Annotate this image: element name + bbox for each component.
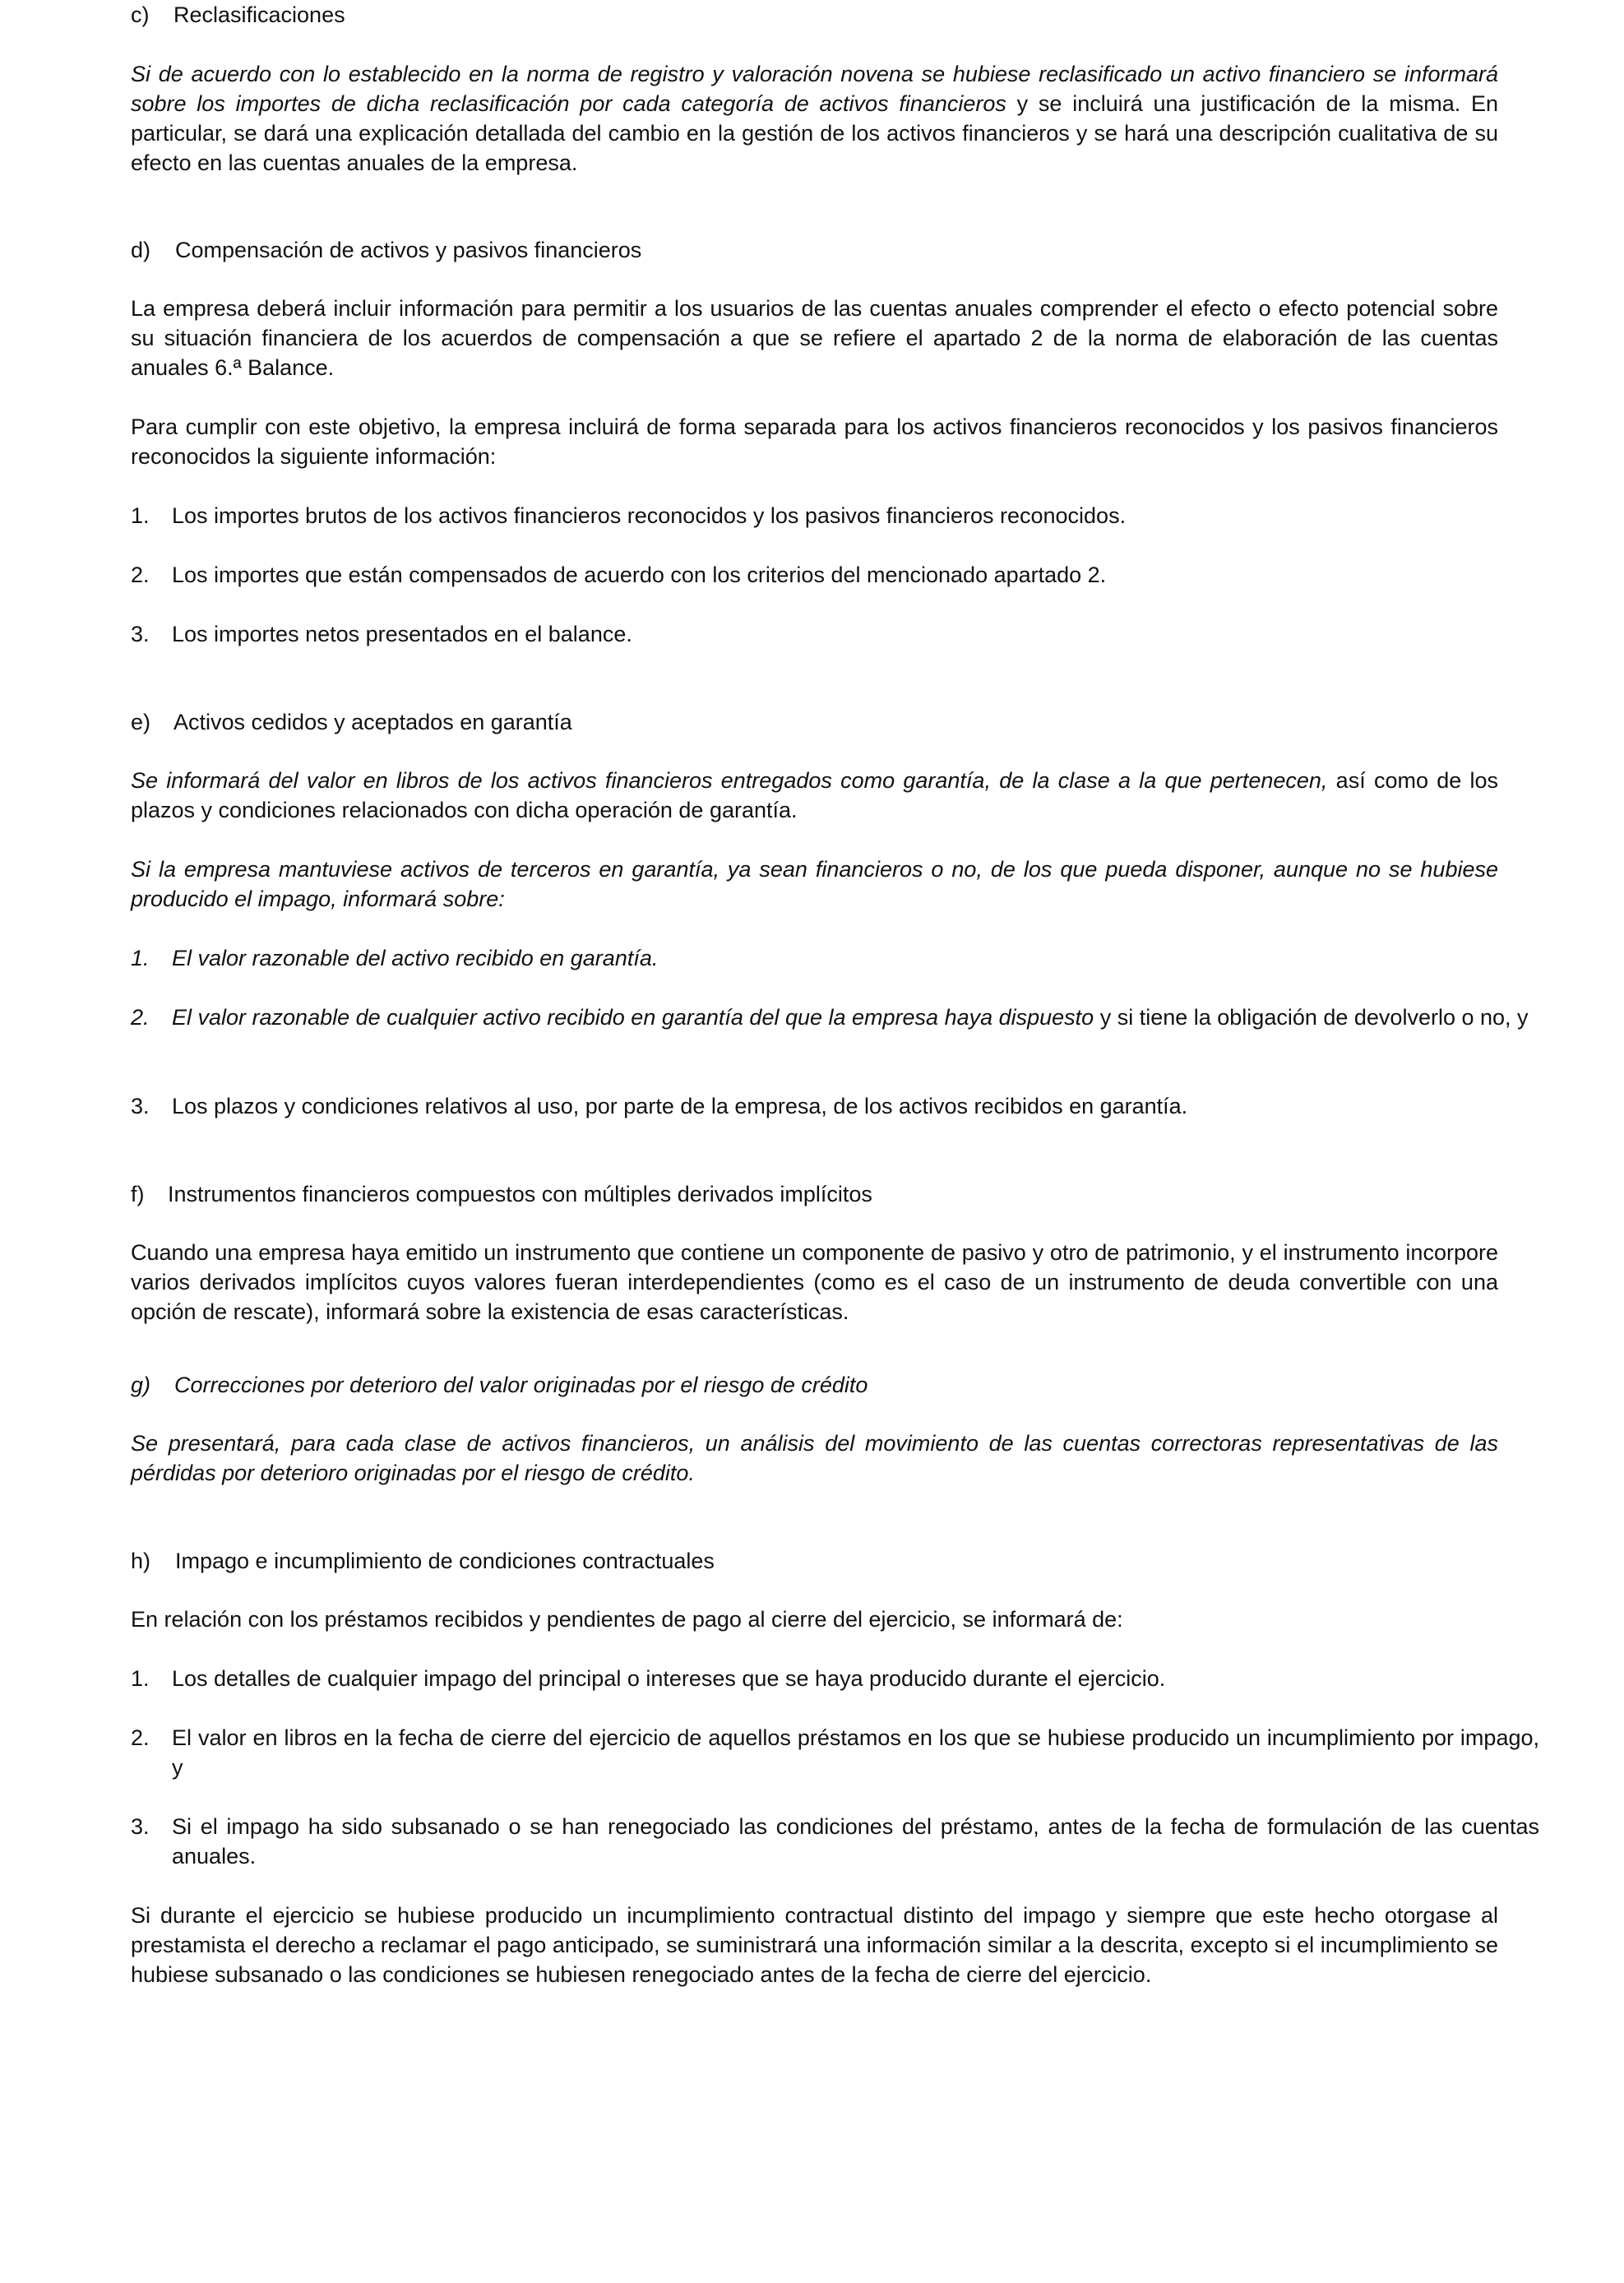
section-e-list-item	[131, 943, 1539, 973]
section-g-paragraph-1: Se presentará, para cada clase de activos financieros, un análisis del movimiento de las cuentas correctoras representativas de las pérdidas por deterioro originadas por el riesgo de crédito.	[131, 1431, 1498, 1485]
list-text: Si el impago ha sido subsanado o se han renegociado las condiciones del préstamo, antes de la fecha de formulación de las cuentas anuales.	[172, 1814, 1539, 1869]
section-e-paragraph-1	[131, 766, 1498, 825]
list-text: Los importes netos presentados en el balance.	[172, 622, 632, 646]
section-e-paragraph-2: Si la empresa mantuviese activos de terceros en garantía, ya sean financieros o no, de los que pueda disponer, aunque no se hubiese producido el impago, informará sobre:	[131, 857, 1498, 911]
section-d-list-item	[131, 501, 1539, 530]
section-h-paragraph-1: En relación con los préstamos recibidos y pendientes de pago al cierre del ejercicio, se informará de:	[131, 1607, 1123, 1632]
list-text-italic: El valor razonable del activo recibido en garantía.	[172, 946, 659, 970]
section-g-letter: g)	[131, 1373, 151, 1397]
section-g-title: Correcciones por deterioro del valor originadas por el riesgo de crédito	[174, 1373, 868, 1397]
section-e-p1-italic: Se informará del valor en libros de los activos financieros entregados como garantía, de la clase a la que pertenecen,	[131, 768, 1328, 793]
list-number: 1.	[131, 503, 150, 528]
section-c-paragraph-1	[131, 59, 1498, 178]
list-text: y si tiene la obligación de devolverlo o no, y	[1094, 1005, 1529, 1030]
section-f-heading	[131, 1179, 1498, 1209]
section-d-heading	[131, 235, 1498, 265]
section-d-paragraph-1: La empresa deberá incluir información para permitir a los usuarios de las cuentas anuales comprender el efecto o efecto potencial sobre su situación financiera de los acuerdos de compensación a que se refiere el apartado 2 de la norma de elaboración de las cuentas anuales 6.ª Balance.	[131, 296, 1498, 380]
list-number: 3.	[131, 1094, 150, 1118]
list-text: Los plazos y condiciones relativos al uso, por parte de la empresa, de los activos recibidos en garantía.	[172, 1094, 1188, 1118]
list-text: Los importes que están compensados de acuerdo con los criterios del mencionado apartado 2.	[172, 563, 1107, 587]
section-e-list-item	[131, 1091, 1539, 1121]
section-e-title: Activos cedidos y aceptados en garantía	[174, 710, 572, 734]
section-c-p1-italic: Si de acuerdo con lo establecido en la norma de registro y valoración novena se hubiese reclasificado un activo financiero se informará sobre los importes de dicha reclasificación por cada categoría de activos financieros	[131, 62, 1498, 116]
list-text: El valor en libros en la fecha de cierre del ejercicio de aquellos préstamos en los que se hubiese producido un incumplimiento por impago, y	[172, 1725, 1539, 1780]
section-c-letter: c)	[131, 2, 150, 27]
section-f-paragraph-1: Cuando una empresa haya emitido un instrumento que contiene un componente de pasivo y otro de patrimonio, y el instrumento incorpore varios derivados implícitos cuyos valores fueran interdependientes (como es el caso de un instrumento de deuda convertible con una opción de rescate), informará sobre la existencia de esas características.	[131, 1240, 1498, 1324]
section-h-list-item	[131, 1664, 1539, 1693]
section-h-list-item	[131, 1723, 1539, 1782]
section-g-heading	[131, 1370, 1498, 1400]
section-e-heading	[131, 707, 1498, 737]
list-text-italic: El valor razonable de cualquier activo recibido en garantía del que la empresa haya dispuesto	[172, 1005, 1094, 1030]
section-c-title: Reclasificaciones	[174, 2, 345, 27]
list-text: Los detalles de cualquier impago del principal o intereses que se haya producido durante el ejercicio.	[172, 1666, 1166, 1691]
section-d-letter: d)	[131, 238, 151, 262]
list-number: 3.	[131, 1814, 150, 1839]
section-h-list-item	[131, 1812, 1539, 1871]
section-h-heading	[131, 1546, 1498, 1576]
list-number: 2.	[131, 1005, 150, 1030]
section-d-paragraph-2: Para cumplir con este objetivo, la empresa incluirá de forma separada para los activos financieros reconocidos y los pasivos financieros reconocidos la siguiente información:	[131, 414, 1498, 469]
section-d-list-item	[131, 560, 1539, 590]
list-number: 1.	[131, 946, 150, 970]
list-number: 1.	[131, 1666, 150, 1691]
section-d-title: Compensación de activos y pasivos financieros	[175, 238, 642, 262]
section-c-heading	[131, 0, 1498, 30]
list-number: 3.	[131, 622, 150, 646]
section-e-letter: e)	[131, 710, 151, 734]
list-number: 2.	[131, 563, 150, 587]
section-c-p1-rest: y se incluirá una justificación de la misma. En particular, se dará una explicación detallada del cambio en la gestión de los activos financieros y se hará una descripción cualitativa de su efecto en las cuentas anuales de la empresa.	[131, 91, 1498, 175]
list-number: 2.	[131, 1725, 150, 1750]
section-e-p1-rest: así como de los plazos y condiciones relacionados con dicha operación de garantía.	[131, 768, 1499, 822]
section-e-list-item	[131, 1003, 1539, 1032]
section-f-letter: f)	[131, 1182, 145, 1206]
section-h-title: Impago e incumplimiento de condiciones contractuales	[175, 1549, 715, 1573]
section-h-letter: h)	[131, 1549, 151, 1573]
list-text: Los importes brutos de los activos financieros reconocidos y los pasivos financieros reconocidos.	[172, 503, 1127, 528]
section-f-title: Instrumentos financieros compuestos con múltiples derivados implícitos	[168, 1182, 872, 1206]
section-h-paragraph-2: Si durante el ejercicio se hubiese producido un incumplimiento contractual distinto del impago y siempre que este hecho otorgase al prestamista el derecho a reclamar el pago anticipado, se suministrará una información similar a la descrita, excepto si el incumplimiento se hubiese subsanado o las condiciones se hubiesen renegociado antes de la fecha de cierre del ejercicio.	[131, 1903, 1498, 1987]
section-d-list-item	[131, 619, 1539, 649]
